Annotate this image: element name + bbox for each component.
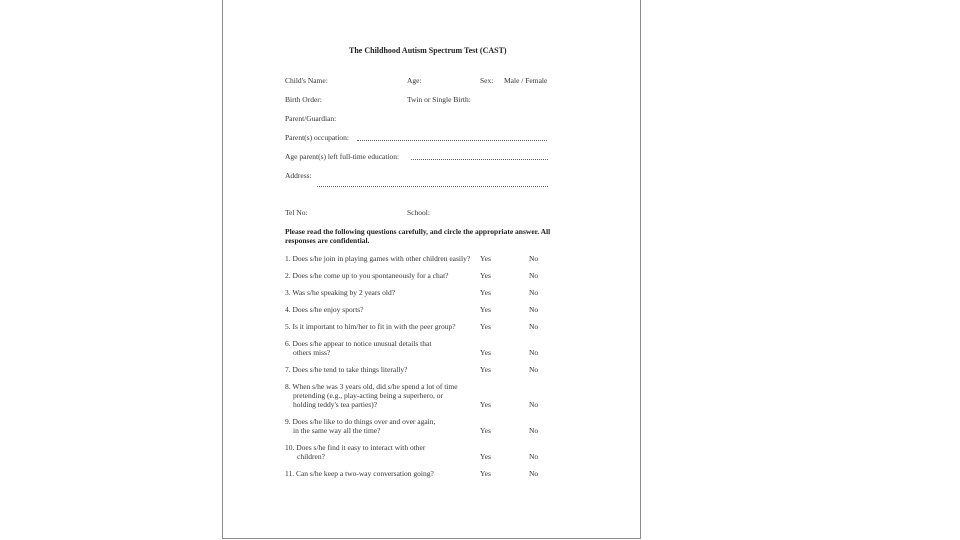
answer-yes-7[interactable]: Yes <box>480 365 491 374</box>
sex-options: Male / Female <box>504 76 548 85</box>
question-8-continued: pretending (e.g., play-acting being a superhero, or <box>293 391 443 400</box>
answer-yes-4[interactable]: Yes <box>480 305 491 314</box>
answer-no-10[interactable]: No <box>529 452 539 461</box>
answer-yes-8[interactable]: Yes <box>480 400 491 409</box>
answer-no-4[interactable]: No <box>529 305 539 314</box>
question-10-continued: children? <box>297 452 325 461</box>
answer-no-6[interactable]: No <box>529 348 539 357</box>
answer-no-11[interactable]: No <box>529 469 539 478</box>
answer-no-3[interactable]: No <box>529 288 539 297</box>
answer-yes-2[interactable]: Yes <box>480 271 491 280</box>
address-line <box>317 186 548 187</box>
question-6: 6. Does s/he appear to notice unusual details that <box>285 339 432 348</box>
occupation-line <box>357 140 547 141</box>
question-8-continued-2: holding teddy's tea parties)? <box>293 400 378 409</box>
address-label: Address: <box>285 171 312 180</box>
answer-no-5[interactable]: No <box>529 322 539 331</box>
question-9-continued: in the same way all the time? <box>293 426 381 435</box>
question-10: 10. Does s/he find it easy to interact with other <box>285 443 426 452</box>
age-label: Age: <box>407 76 422 85</box>
answer-yes-6[interactable]: Yes <box>480 348 491 357</box>
twin-label: Twin or Single Birth: <box>407 95 471 104</box>
instructions-line-1: Please read the following questions carefully, and circle the appropriate answer. All <box>285 227 551 236</box>
answer-no-7[interactable]: No <box>529 365 539 374</box>
answer-yes-5[interactable]: Yes <box>480 322 491 331</box>
question-4: 4. Does s/he enjoy sports? <box>285 305 364 314</box>
document-title: The Childhood Autism Spectrum Test (CAST) <box>349 46 507 55</box>
education-line <box>411 159 548 160</box>
answer-no-9[interactable]: No <box>529 426 539 435</box>
instructions-line-2: responses are confidential. <box>285 236 370 245</box>
answer-no-8[interactable]: No <box>529 400 539 409</box>
parent-guardian-label: Parent/Guardian: <box>285 114 337 123</box>
education-label: Age parent(s) left full-time education: <box>285 152 400 161</box>
birth-order-label: Birth Order: <box>285 95 322 104</box>
answer-no-1[interactable]: No <box>529 254 539 263</box>
school-label: School: <box>407 208 430 217</box>
question-5: 5. Is it important to him/her to fit in with the peer group? <box>285 322 456 331</box>
question-8: 8. When s/he was 3 years old, did s/he spend a lot of time <box>285 382 458 391</box>
question-7: 7. Does s/he tend to take things literally? <box>285 365 408 374</box>
question-2: 2. Does s/he come up to you spontaneously for a chat? <box>285 271 449 280</box>
question-3: 3. Was s/he speaking by 2 years old? <box>285 288 396 297</box>
answer-no-2[interactable]: No <box>529 271 539 280</box>
tel-label: Tel No: <box>285 208 308 217</box>
document-page <box>222 0 641 539</box>
occupation-label: Parent(s) occupation: <box>285 133 349 142</box>
question-1: 1. Does s/he join in playing games with other children easily? <box>285 254 471 263</box>
answer-yes-11[interactable]: Yes <box>480 469 491 478</box>
question-6-continued: others miss? <box>293 348 331 357</box>
question-11: 11. Can s/he keep a two-way conversation going? <box>285 469 434 478</box>
answer-yes-10[interactable]: Yes <box>480 452 491 461</box>
answer-yes-3[interactable]: Yes <box>480 288 491 297</box>
childs-name-label: Child's Name: <box>285 76 328 85</box>
sex-label: Sex: <box>480 76 494 85</box>
question-9: 9. Does s/he like to do things over and over again, <box>285 417 436 426</box>
answer-yes-1[interactable]: Yes <box>480 254 491 263</box>
answer-yes-9[interactable]: Yes <box>480 426 491 435</box>
